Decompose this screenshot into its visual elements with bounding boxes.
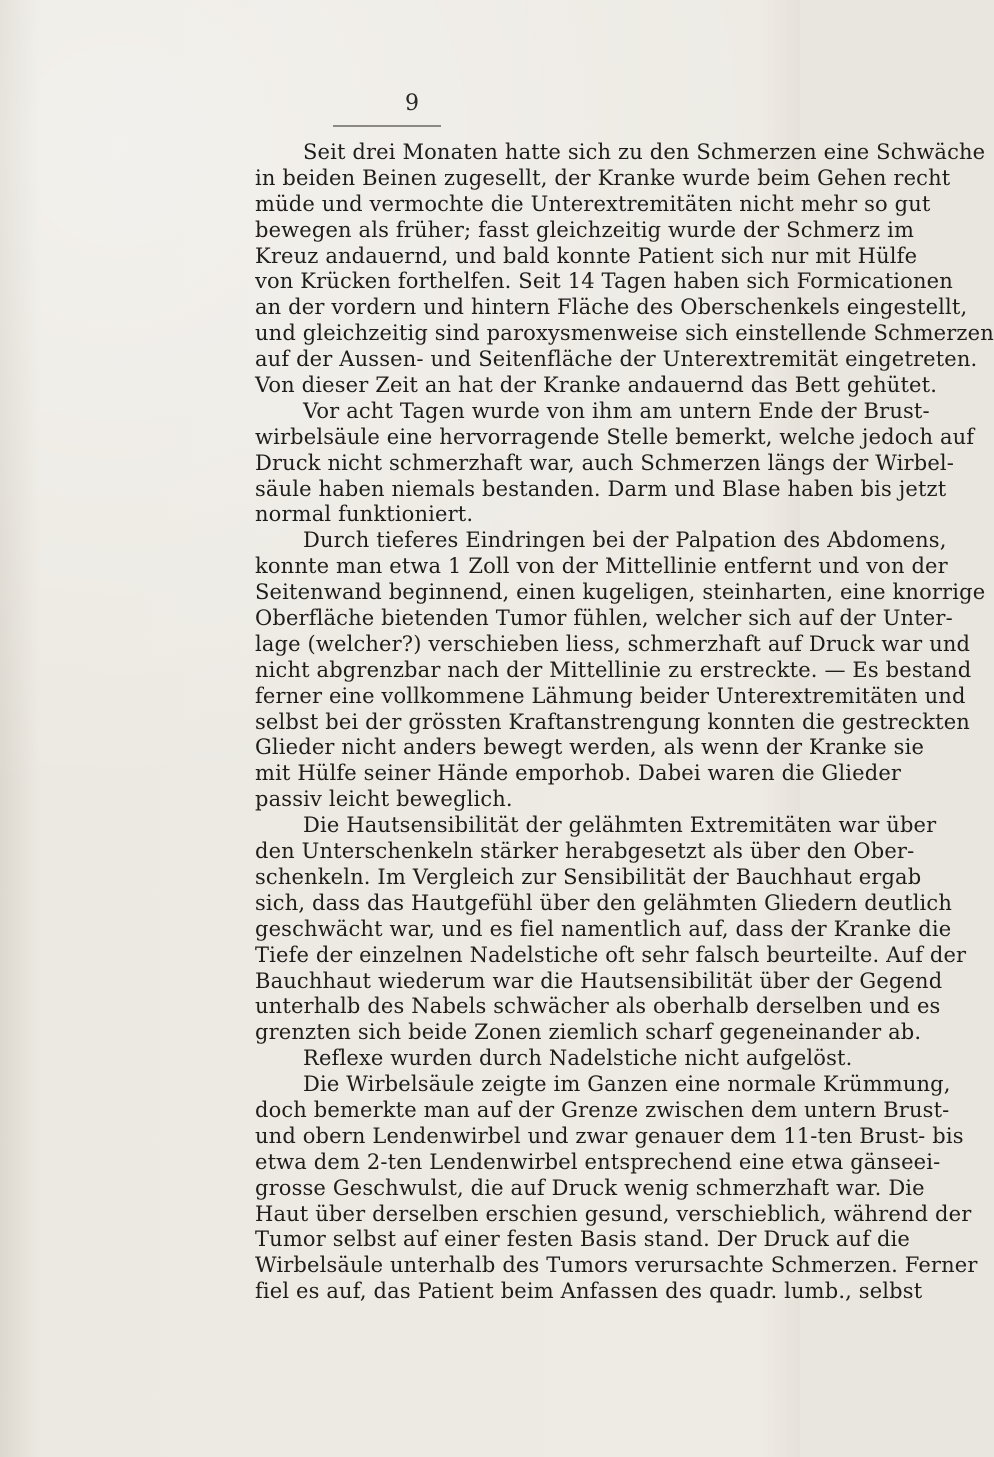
text-line: Reflexe wurden durch Nadelstiche nicht aufgelöst. xyxy=(303,1046,853,1071)
text-line: Bauchhaut wiederum war die Hautsensibilität über der Gegend xyxy=(255,968,943,993)
text-line: konnte man etwa 1 Zoll von der Mittellinie entfernt und von der xyxy=(255,554,948,579)
text-line: auf der Aussen- und Seitenfläche der Unterextremität eingetreten. xyxy=(255,347,978,372)
text-line: Haut über derselben erschien gesund, verschieblich, während der xyxy=(255,1201,972,1226)
text-line: passiv leicht beweglich. xyxy=(255,787,513,812)
text-line: an der vordern und hintern Fläche des Oberschenkels eingestellt, xyxy=(255,295,968,320)
text-line: selbst bei der grössten Kraftanstrengung konnten die gestreckten xyxy=(255,709,970,734)
text-line: Glieder nicht anders bewegt werden, als wenn der Kranke sie xyxy=(255,735,925,760)
text-line: Seit drei Monaten hatte sich zu den Schmerzen eine Schwäche xyxy=(303,140,986,164)
text-line: Oberfläche bietenden Tumor fühlen, welcher sich auf der Unter- xyxy=(255,606,953,631)
text-line: von Krücken forthelfen. Seit 14 Tagen haben sich Formicationen xyxy=(255,269,953,294)
text-line: sich, dass das Hautgefühl über den gelähmten Gliedern deutlich xyxy=(255,890,953,915)
text-line: und obern Lendenwirbel und zwar genauer dem 11-ten Brust- bis xyxy=(255,1123,964,1148)
text-line: säule haben niemals bestanden. Darm und Blase haben bis jetzt xyxy=(255,476,947,501)
text-line: bewegen als früher; fasst gleichzeitig wurde der Schmerz im xyxy=(255,217,915,242)
text-line: den Unterschenkeln stärker herabgesetzt als über den Ober- xyxy=(255,839,915,864)
text-line: lage (welcher?) verschieben liess, schmerzhaft auf Druck war und xyxy=(255,631,971,656)
text-line: geschwächt war, und es fiel namentlich auf, dass der Kranke die xyxy=(255,916,952,941)
text-line: schenkeln. Im Vergleich zur Sensibilität der Bauchhaut ergab xyxy=(255,864,922,889)
text-line: mit Hülfe seiner Hände emporhob. Dabei waren die Glieder xyxy=(255,761,902,786)
text-line: Druck nicht schmerzhaft war, auch Schmerzen längs der Wirbel- xyxy=(255,450,955,475)
text-line: ferner eine vollkommene Lähmung beider Unterextremitäten und xyxy=(255,683,966,708)
text-line: grosse Geschwulst, die auf Druck wenig schmerzhaft war. Die xyxy=(255,1175,925,1200)
text-line: Tiefe der einzelnen Nadelstiche oft sehr falsch beurteilte. Auf der xyxy=(255,942,967,967)
text-line: Von dieser Zeit an hat der Kranke andauernd das Bett gehütet. xyxy=(255,373,938,398)
text-line: grenzten sich beide Zonen ziemlich scharf gegeneinander ab. xyxy=(255,1020,922,1045)
text-line: Die Hautsensibilität der gelähmten Extremitäten war über xyxy=(303,813,937,838)
page-number-rule xyxy=(333,125,441,127)
text-line: Durch tieferes Eindringen bei der Palpation des Abdomens, xyxy=(303,528,947,553)
text-line: Tumor selbst auf einer festen Basis stand. Der Druck auf die xyxy=(255,1227,910,1252)
text-line: Kreuz andauernd, und bald konnte Patient sich nur mit Hülfe xyxy=(255,243,918,268)
text-line: doch bemerkte man auf der Grenze zwischen dem untern Brust- xyxy=(255,1097,950,1122)
text-line: normal funktioniert. xyxy=(255,502,474,527)
page-number: 9 xyxy=(405,91,419,116)
text-line: fiel es auf, das Patient beim Anfassen des quadr. lumb., selbst xyxy=(255,1279,923,1304)
text-line: und gleichzeitig sind paroxysmenweise sich einstellende Schmerzen xyxy=(255,321,994,346)
body-text xyxy=(255,140,994,1305)
text-line: in beiden Beinen zugesellt, der Kranke wurde beim Gehen recht xyxy=(255,165,951,190)
text-line: müde und vermochte die Unterextremitäten nicht mehr so gut xyxy=(255,191,931,216)
text-line: Seitenwand beginnend, einen kugeligen, steinharten, eine knorrige xyxy=(255,580,986,605)
text-line: unterhalb des Nabels schwächer als oberhalb derselben und es xyxy=(255,994,941,1019)
text-line: Wirbelsäule unterhalb des Tumors verursachte Schmerzen. Ferner xyxy=(255,1253,978,1278)
text-line: Vor acht Tagen wurde von ihm am untern Ende der Brust- xyxy=(303,398,930,423)
text-line: wirbelsäule eine hervorragende Stelle bemerkt, welche jedoch auf xyxy=(255,424,975,449)
text-line: nicht abgrenzbar nach der Mittellinie zu erstreckte. — Es bestand xyxy=(255,657,972,682)
text-line: etwa dem 2-ten Lendenwirbel entsprechend eine etwa gänseei- xyxy=(255,1149,941,1174)
text-line: Die Wirbelsäule zeigte im Ganzen eine normale Krümmung, xyxy=(303,1072,951,1097)
